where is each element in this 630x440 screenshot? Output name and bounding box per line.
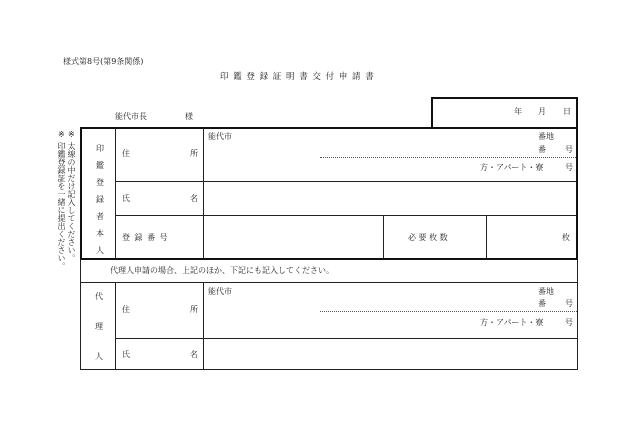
addressee-mayor: 能代市長 [115, 112, 147, 121]
proxy-note: 代理人申請の場合、上記のほか、下記にも記入してください。 [110, 266, 334, 275]
proxy-label-3: 人 [95, 352, 103, 361]
date-day: 日 [563, 107, 571, 116]
proxy-city: 能代市 [208, 287, 232, 296]
registrant-ban: 番 [538, 145, 546, 154]
registrant-address-label-1: 住 [122, 149, 130, 158]
registrant-name-label-2: 名 [190, 194, 198, 203]
side-note-2: 印鑑登録証を一緒に提出ください。 [57, 142, 66, 270]
proxy-name-label-2: 名 [190, 350, 198, 359]
registrant-section-label: 印鑑登録者本人 [96, 144, 104, 255]
registrant-city: 能代市 [208, 132, 232, 141]
page-title: 印 鑑 登 録 証 明 書 交 付 申 請 書 [220, 72, 375, 82]
registrant-address-label-2: 所 [190, 149, 198, 158]
date-year: 年 [514, 107, 522, 116]
registrant-name-label-1: 氏 [122, 194, 130, 203]
registrant-go2: 号 [565, 163, 573, 172]
date-month: 月 [538, 107, 546, 116]
note-mark-2: ※ [68, 130, 75, 139]
proxy-label-1: 代 [95, 292, 103, 301]
form-number: 様式第8号(第9条関係) [63, 57, 144, 66]
proxy-ban: 番 [538, 299, 546, 308]
proxy-apartment: 方・アパート・寮 [480, 318, 544, 327]
copies-label: 必 要 枚 数 [408, 233, 448, 242]
registrant-apartment: 方・アパート・寮 [480, 163, 544, 172]
registrant-banchi: 番地 [538, 132, 554, 141]
registrant-go: 号 [565, 145, 573, 154]
proxy-go2: 号 [565, 318, 573, 327]
addressee-honorific: 様 [185, 112, 193, 121]
proxy-address-label-2: 所 [190, 305, 198, 314]
side-note-1: 太線の中だけ記入してください。 [67, 142, 76, 262]
note-mark-1: ※ [58, 130, 65, 139]
proxy-address-label-1: 住 [122, 305, 130, 314]
copies-unit: 枚 [562, 233, 570, 242]
proxy-label-2: 理 [95, 322, 103, 331]
reg-number-label: 登 録 番 号 [122, 233, 169, 242]
proxy-banchi: 番地 [538, 287, 554, 296]
proxy-name-label-1: 氏 [122, 350, 130, 359]
proxy-go: 号 [565, 299, 573, 308]
